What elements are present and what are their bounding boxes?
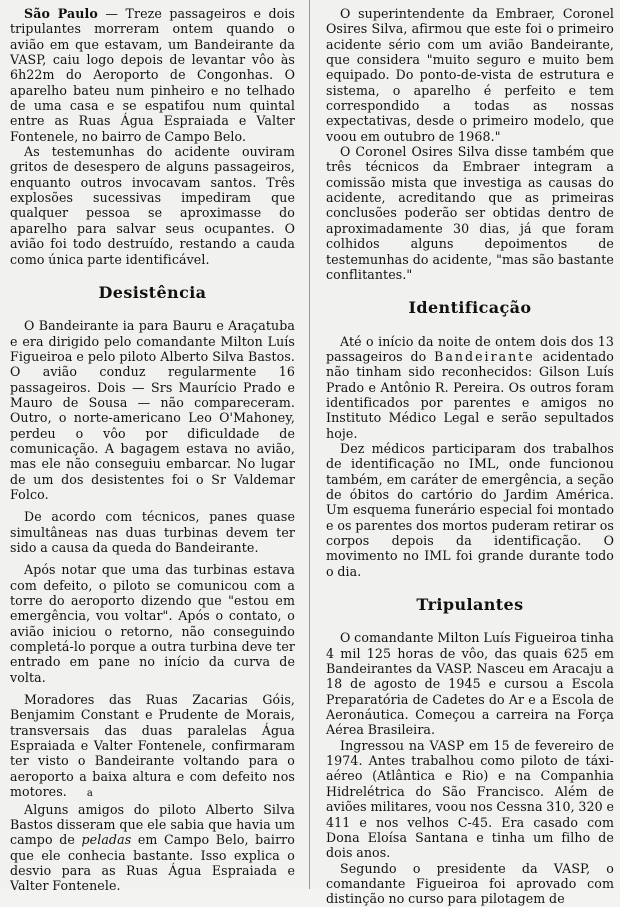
section-heading-desistencia: Desistência — [98, 282, 207, 302]
right-column — [320, 0, 620, 907]
paragraph: De acordo com técnicos, panes quase simultâneas nas duas turbinas devem ter sido a causa da queda do Bandeirante. — [10, 509, 295, 555]
paragraph: Após notar que uma das turbinas estava com defeito, o piloto se comunicou com a torre do aeroporto dizendo que "estou em emergência, vou voltar". Após o contato, o avião iniciou o retorno, não conseguindo completá-lo porque a outra turbina deve ter entrado em pane no início da curva de volta. — [10, 562, 295, 685]
paragraph: Alguns amigos do piloto Alberto Silva Bastos disseram que ele sabia que havia um campo de peladas em Campo Belo, bairro que ele conhecia bastante. Isso explica o desvio para as Ruas Água Espraiada e Valter Fontenele. — [10, 801, 295, 894]
paragraph: O superintendente da Embraer, Coronel Osires Silva, afirmou que este foi o primeiro acidente sério com um avião Bandeirante, que considera "muito seguro e muito bem equipado. Do ponto-de-vista de estrutura e sistema, o aparelho é perfeito e tem correspondido a todas as nossas expectativas, desde o primeiro modelo, que voou em outubro de 1968." — [326, 6, 614, 144]
section-heading-tripulantes: Tripulantes — [416, 595, 524, 615]
paragraph: As testemunhas do acidente ouviram gritos de desespero de alguns passageiros, enquanto outros invocavam santos. Três explosões sucessivas impediram que qualquer pessoa se aproximasse do aparelho para salvar seus ocupantes. O avião foi todo destruído, restando a cauda como única parte identificável. — [10, 144, 295, 267]
paragraph: Ingressou na VASP em 15 de fevereiro de 1974. Antes trabalhou como piloto de táxi-aéreo (Atlântica e Rio) e na Companhia Hidrelétrica do São Francisco. Além de aviões militares, voou nos Cessna 310, 320 e 411 e nos velhos C-45. Era casado com Dona Eloísa Santana e tinha um filho de dois anos. — [326, 737, 615, 861]
paragraph: O Bandeirante ia para Bauru e Araçatuba e era dirigido pelo comandante Milton Luís Figueiroa e pelo piloto Alberto Silva Bastos. O avião conduz regularmente 16 passageiros. Dois — Srs Maurício Prado e Mauro de Sousa — não compareceram. Outro, o norte-americano Leo O'Mahoney, perdeu o vôo por dificuldade de comunicação. A bagagem estava no avião, mas ele não conseguiu embarcar. No lugar de um dos desistentes foi o Sr Valdemar Folco. — [10, 318, 295, 502]
column-divider — [309, 0, 310, 889]
paragraph: Dez médicos participaram dos trabalhos de identificação no IML, onde funcionou também, em caráter de emergência, a seção de óbitos do cartório do Jardim América. Um esquema funerário especial foi montado e os parentes dos mortos puderam retirar os corpos depois da identificação. O movimento no IML foi grande durante todo o dia. — [326, 440, 614, 579]
dateline: São Paulo — [24, 6, 98, 21]
spaced-word: Bandeirante — [434, 348, 535, 364]
paragraph: O Coronel Osires Silva disse também que três técnicos da Embraer integram a comissão mista que investiga as causas do acidente, acreditando que as primeiras conclusões poderão ser obtidas dentro de aproximadamente 30 dias, já que foram colhidos alguns depoimentos de testemunhas do acidente, "mas são bastante conflitantes." — [326, 144, 614, 282]
paragraph: Segundo o presidente da VASP, o comandante Figueiroa foi aprovado com distinção no curso para pilotagem de — [326, 860, 614, 907]
paragraph: Até o início da noite de ontem dois dos 13 passageiros do Bandeirante acidentado não tinham sido reconhecidos: Gilson Luís Prado e Antônio R. Pereira. Os outros foram identificados por parentes e amigos no Instituto Médico Legal e serão sepultados hoje. — [326, 333, 614, 441]
section-heading-identificacao: Identificação — [408, 298, 532, 318]
lead-paragraph: São Paulo — Treze passageiros e dois tripulantes morreram ontem quando o avião em que estavam, um Bandeirante da VASP, caiu logo depois de levantar vôo às 6h22m do Aeroporto de Congonhas. O aparelho bateu num pinheiro e no telhado de uma casa e se espatifou num quintal entre as Ruas Água Espraiada e Valter Fontenele, no bairro de Campo Belo. — [10, 6, 295, 144]
italic-word: peladas — [81, 832, 132, 848]
printer-mark: a — [86, 788, 93, 800]
left-column — [0, 0, 300, 894]
paragraph: Moradores das Ruas Zacarias Góis, Benjamim Constant e Prudente de Morais, transversais das duas paralelas Água Espraiada e Valter Fontenele, confirmaram ter visto o Bandeirante voltando para o aeroporto a baixa altura e com defeito nos motores. a — [10, 692, 295, 801]
paragraph: O comandante Milton Luís Figueiroa tinha 4 mil 125 horas de vôo, das quais 625 em Bandeirantes da VASP. Nasceu em Aracaju a 18 de agosto de 1945 e cursou a Escola Preparatória de Cadetes do Ar e a Escola de Aeronáutica. Começou a carreira na Força Aérea Brasileira. — [326, 630, 614, 738]
